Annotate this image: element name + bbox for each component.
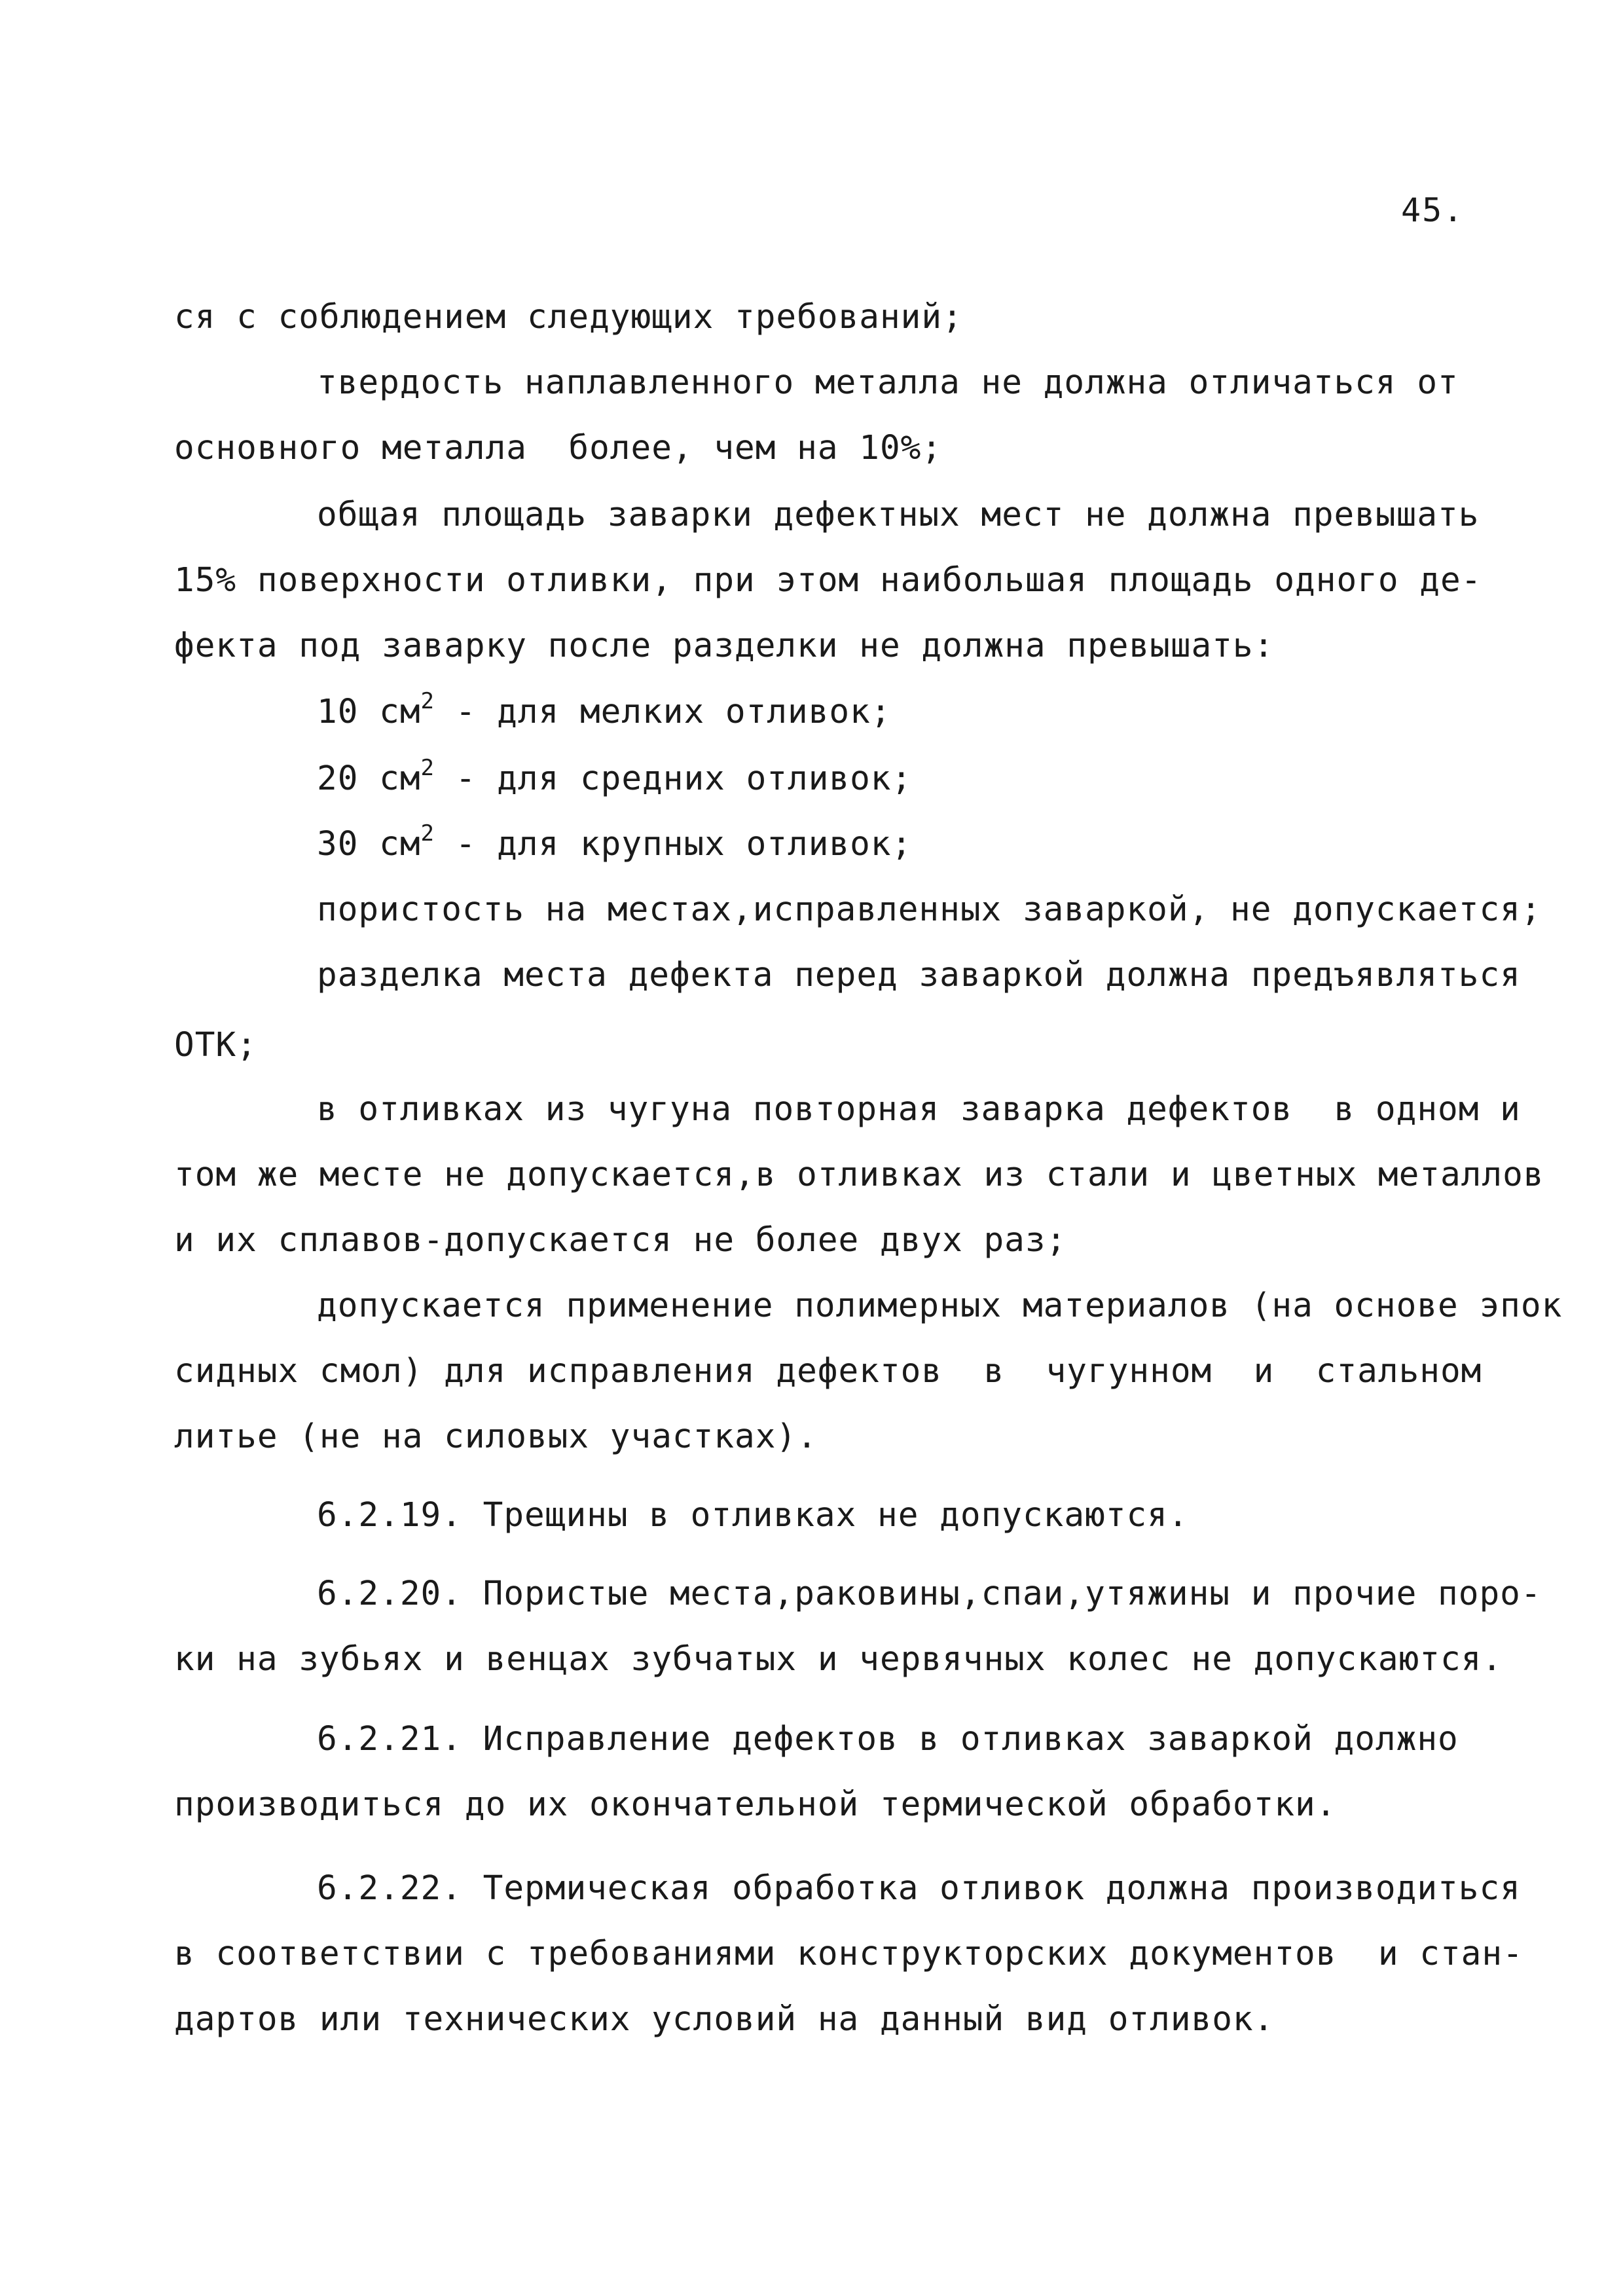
text-line-26: дартов или технических условий на данный вид отливок. xyxy=(174,2000,1275,2039)
superscript: 2 xyxy=(420,688,435,714)
text-line-8 xyxy=(317,755,913,799)
text-line-8-main: 20 см xyxy=(317,759,421,798)
text-line-2: твердость наплавленного металла не должна отличаться от xyxy=(317,363,1459,402)
superscript: 2 xyxy=(420,820,435,847)
text-line-11: разделка места дефекта перед заваркой должна предъявляться xyxy=(317,956,1521,994)
text-line-4: общая площадь заварки дефектных мест не должна превышать xyxy=(317,496,1480,534)
text-line-9 xyxy=(317,820,913,864)
text-line-7-main: 10 см xyxy=(317,693,421,731)
text-line-23: производиться до их окончательной термической обработки. xyxy=(174,1785,1337,1824)
text-line-7-rest: - для мелких отливок; xyxy=(435,693,892,731)
text-line-3: основного металла более, чем на 10%; xyxy=(174,429,943,467)
text-line-12: ОТК; xyxy=(174,1026,257,1065)
text-line-10: пористость на местах,исправленных заваркой, не допускается; xyxy=(317,890,1542,929)
text-line-25: в соответствии с требованиями конструкторских документов и стан- xyxy=(174,1935,1523,1973)
text-line-21: ки на зубьях и венцах зубчатых и червячных колес не допускаются. xyxy=(174,1640,1503,1679)
text-line-9-main: 30 см xyxy=(317,825,421,864)
text-line-15: и их сплавов-допускается не более двух раз; xyxy=(174,1221,1067,1260)
text-line-13: в отливках из чугуна повторная заварка дефектов в одном и xyxy=(317,1090,1521,1129)
text-line-22: 6.2.21. Исправление дефектов в отливках заваркой должно xyxy=(317,1720,1459,1758)
text-line-14: том же месте не допускается,в отливках из стали и цветных металлов xyxy=(174,1156,1544,1194)
text-line-6: фекта под заварку после разделки не должна превышать: xyxy=(174,627,1275,665)
superscript: 2 xyxy=(420,755,435,781)
text-line-20: 6.2.20. Пористые места,раковины,спаи,утяжины и прочие поро- xyxy=(317,1575,1542,1613)
text-line-19: 6.2.19. Трещины в отливках не допускаются. xyxy=(317,1496,1189,1535)
text-line-17: сидных смол) для исправления дефектов в чугунном и стальном xyxy=(174,1352,1482,1391)
text-line-1: ся с соблюдением следующих требований; xyxy=(174,298,963,337)
text-line-5: 15% поверхности отливки, при этом наибольшая площадь одного де- xyxy=(174,561,1482,600)
text-line-9-rest: - для крупных отливок; xyxy=(435,825,913,864)
text-line-24: 6.2.22. Термическая обработка отливок должна производиться xyxy=(317,1869,1521,1908)
text-line-18: литье (не на силовых участках). xyxy=(174,1417,818,1456)
text-line-8-rest: - для средних отливок; xyxy=(435,759,913,798)
text-line-7 xyxy=(317,688,892,732)
page-number: 45. xyxy=(1401,191,1465,229)
text-line-16: допускается применение полимерных материалов (на основе эпок xyxy=(317,1286,1563,1325)
